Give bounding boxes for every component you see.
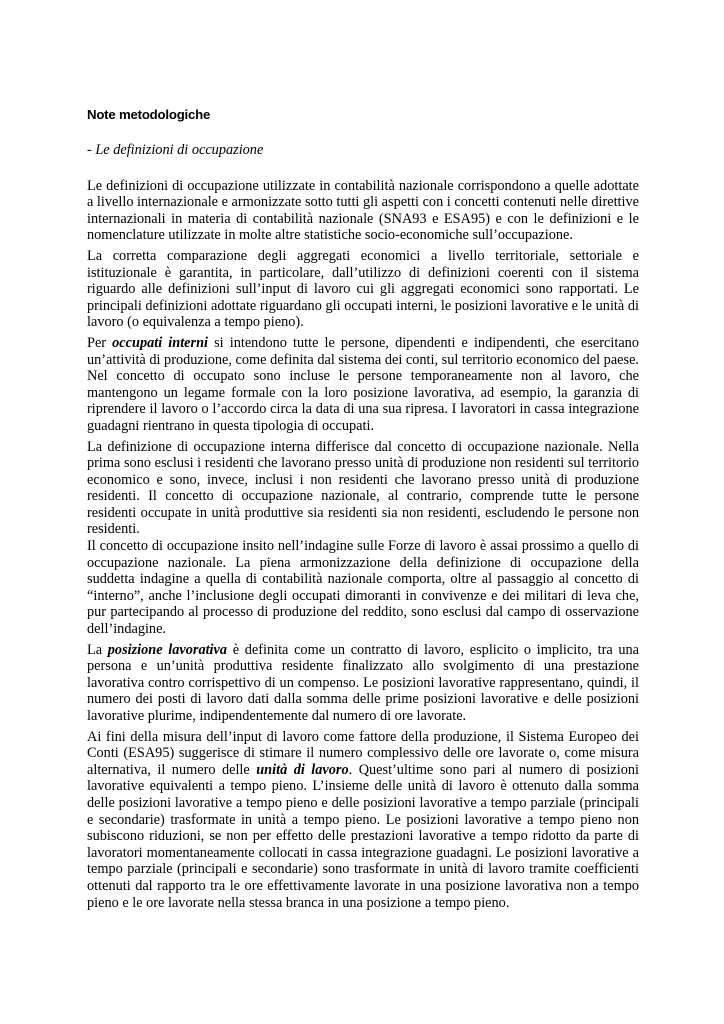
section-title: - Le definizioni di occupazione — [87, 142, 264, 158]
paragraph-definitions-intro: Le definizioni di occupazione utilizzate in contabilità nazionale corrispondono a quelle adottate a livello internazionale e armonizzate sotto tutti gli aspetti con i concetti contenuti nelle direttive internazionali in materia di contabilità nazionale (SNA93 e ESA95) e con le definizioni e le nomenclature utilizzate in molte altre statistiche socio-economiche sull’occupazione. — [87, 177, 639, 244]
paragraph-posizione-lavorativa — [87, 642, 639, 725]
page-title: Note metodologiche — [87, 107, 211, 122]
paragraph-unita-di-lavoro — [87, 729, 639, 912]
paragraph-comparison: La corretta comparazione degli aggregati economici a livello territoriale, settoriale e istituzionale è garantita, in particolare, dall’utilizzo di definizioni coerenti con il sistema riguardo alle definizioni sull’input di lavoro cui gli aggregati economici sono rapportati. Le principali definizioni adottate riguardano gli occupati interni, le posizioni lavorative e le unità di lavoro (o equivalenza a tempo pieno). — [87, 247, 639, 331]
term-unita-di-lavoro: unità di lavoro — [256, 761, 349, 778]
paragraph-text: è definita come un contratto di lavoro, esplicito o implicito, tra una persona e un’unità produttiva residente finalizzato allo svolgimento di una prestazione lavorativa contro corrispettivo di un compenso. Le posizioni lavorative rappresentano, quindi, il numero dei posti di lavoro dati dalla somma delle prime posizioni lavorative e delle posizioni lavorative plurime, indipendentemente dal numero di ore lavorate. — [87, 641, 640, 724]
paragraph-text: si intendono tutte le persone, dipendenti e indipendenti, che esercitano un’attività di produzione, come definita dal sistema dei conti, sul territorio economico del paese. Nel concetto di occupato sono incluse le persone temporaneamente non al lavoro, che mantengono un legame formale con la loro posizione lavorativa, ad esempio, la garanzia di riprendere il lavoro o l’accordo circa la data di una sua ripresa. I lavoratori in cassa integrazione guadagni rientrano in questa tipologia di occupati. — [87, 334, 639, 434]
term-occupati-interni: occupati interni — [112, 334, 209, 351]
paragraph-text: Ai fini della misura dell’input di lavoro come fattore della produzione, il Sistema Europeo dei Conti (ESA95) suggerisce di stimare il numero complessivo delle ore lavorate o, come misura alternativa, il numero delle — [87, 728, 639, 778]
paragraph-text: La — [87, 641, 108, 658]
paragraph-forze-di-lavoro: Il concetto di occupazione insito nell’indagine sulle Forze di lavoro è assai prossimo a quello di occupazione nazionale. La piena armonizzazione della definizione di occupazione della suddetta indagine a quella di contabilità nazionale comporta, oltre al passaggio al concetto di “interno”, anche l’inclusione degli occupati dimoranti in convivenze e dei militari di leva che, pur partecipando al processo di produzione del reddito, sono esclusi dal campo di osservazione dell’indagine. — [87, 538, 639, 638]
document-page — [87, 100, 639, 911]
paragraph-text: . Quest’ultime sono pari al numero di posizioni lavorative equivalenti a tempo pieno. L’insieme delle unità di lavoro è ottenuto dalla somma delle posizioni lavorative a tempo pieno e delle posizioni lavorative a tempo parziale (principali e secondarie) trasformate in unità a tempo pieno. Le posizioni lavorative a tempo pieno non subiscono riduzioni, se non per effetto delle prestazioni lavorative a tempo ridotto da parte di lavoratori momentaneamente collocati in cassa integrazione guadagni. Le posizioni lavorative a tempo parziale (principali e secondarie) sono trasformate in unità di lavoro tramite coefficienti ottenuti dal rapporto tra le ore effettivamente lavorate in una posizione lavorativa non a tempo pieno e le ore lavorate nella stessa branca in una posizione a tempo pieno. — [87, 761, 639, 911]
term-posizione-lavorativa: posizione lavorativa — [107, 641, 228, 658]
paragraph-occupati-interni — [87, 335, 639, 435]
paragraph-text: Per — [87, 334, 113, 351]
paragraph-occupazione-interna: La definizione di occupazione interna differisce dal concetto di occupazione nazionale. Nella prima sono esclusi i residenti che lavorano presso unità di produzione non residenti sul territorio economico e sono, invece, inclusi i non residenti che lavorano presso unità di produzione residenti. Il concetto di occupazione nazionale, al contrario, comprende tutte le persone residenti occupate in unità produttive sia residenti sia non residenti, escludendo le persone non residenti. — [87, 438, 639, 538]
